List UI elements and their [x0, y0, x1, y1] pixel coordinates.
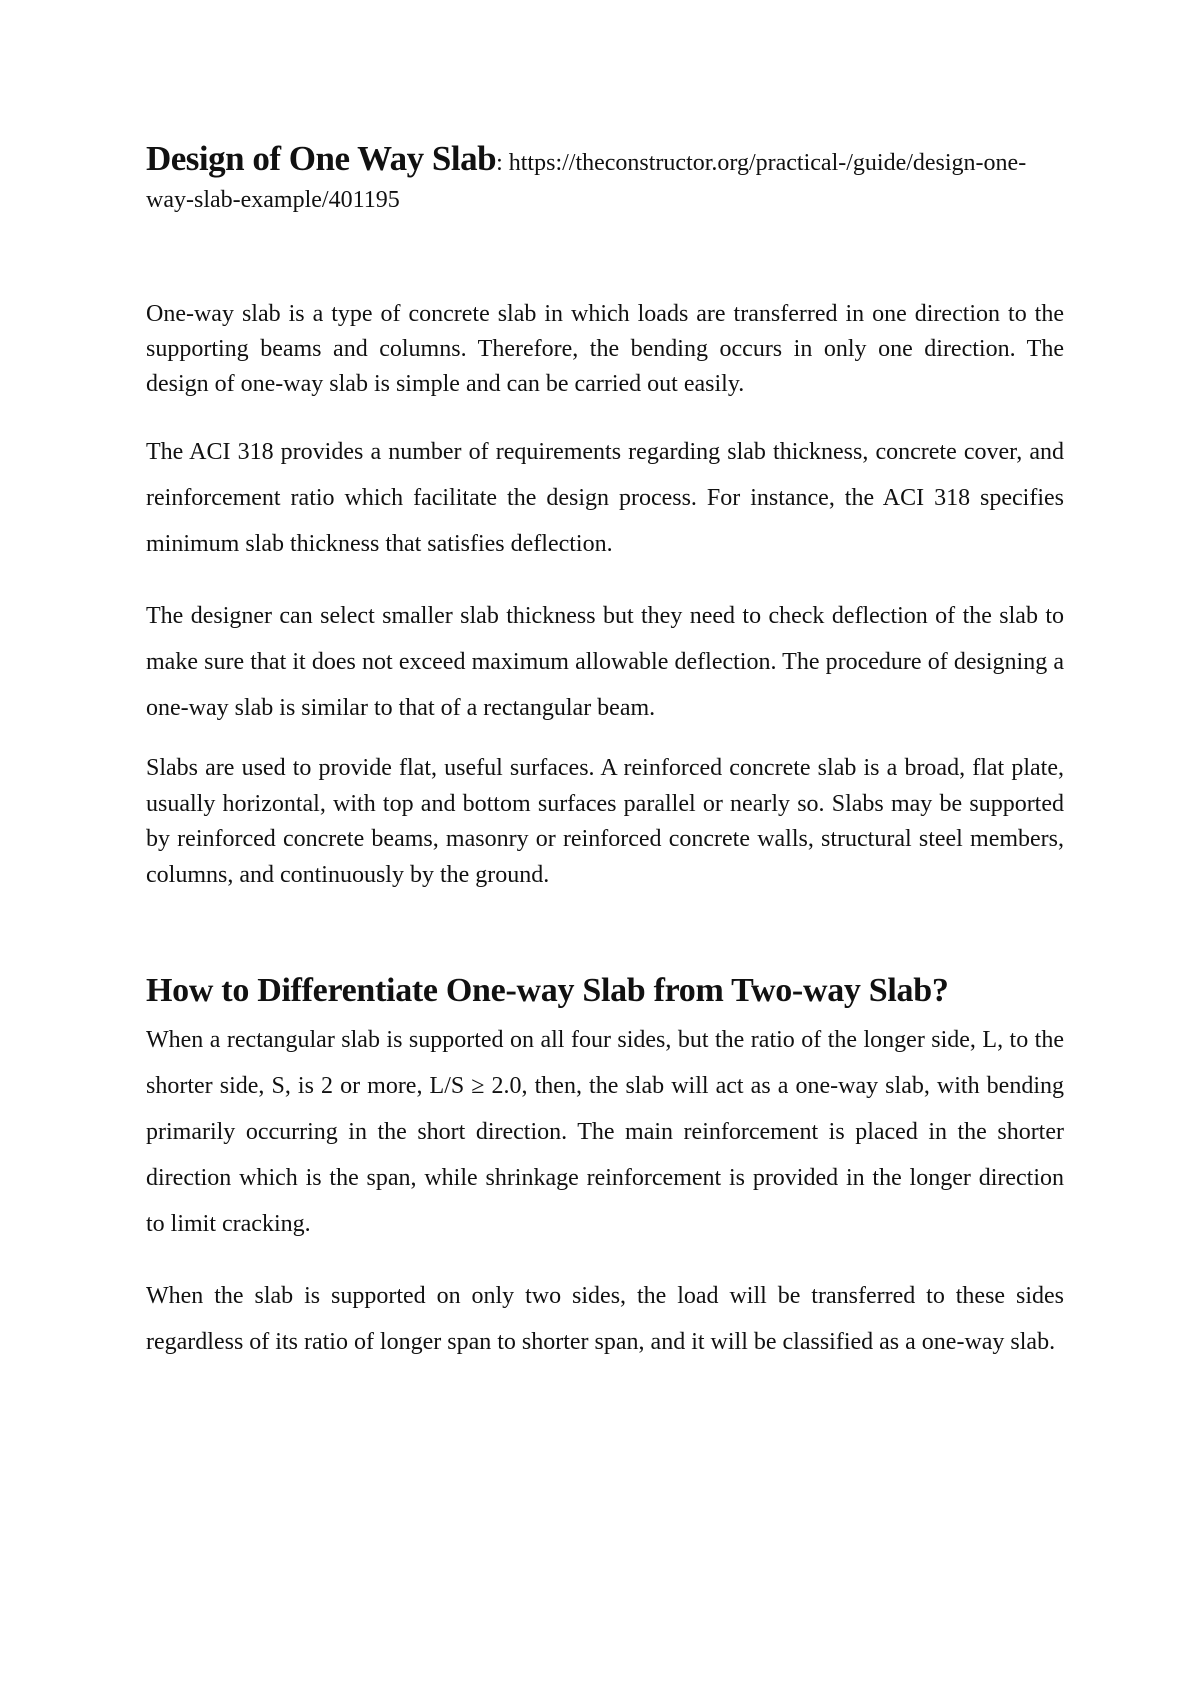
- deflection-paragraph: The designer can select smaller slab thickness but they need to check deflection of the slab to make sure that it does not exceed maximum allowable deflection. The procedure of designing a one-way slab is similar to that of a rectangular beam.: [146, 603, 1064, 721]
- section-heading: How to Differentiate One-way Slab from Two-way Slab?: [146, 972, 949, 1009]
- document-title-block: [146, 140, 1064, 219]
- aci-paragraph: The ACI 318 provides a number of requirements regarding slab thickness, concrete cover, and reinforcement ratio which facilitate the design process. For instance, the ACI 318 specifies minimum slab thickness that satisfies deflection.: [146, 439, 1064, 557]
- intro-paragraph: One-way slab is a type of concrete slab in which loads are transferred in one direction to the supporting beams and columns. Therefore, the bending occurs in only one direction. The design of one-way slab is simple and can be carried out easily.: [146, 301, 1064, 397]
- four-sides-paragraph: When a rectangular slab is supported on all four sides, but the ratio of the longer side, L, to the shorter side, S, is 2 or more, L/S ≥ 2.0, then, the slab will act as a one-way slab, with bending primarily occurring in the short direction. The main reinforcement is placed in the shorter direction which is the span, while shrinkage reinforcement is provided in the longer direction to limit cracking.: [146, 1027, 1064, 1237]
- source-url-link[interactable]: https://theconstructor.org/practical-/guide/design-one-way-slab-example/401195: [146, 150, 1027, 213]
- title-separator: :: [496, 150, 503, 176]
- document-page: [146, 140, 1064, 1365]
- slabs-paragraph: Slabs are used to provide flat, useful surfaces. A reinforced concrete slab is a broad, flat plate, usually horizontal, with top and bottom surfaces parallel or nearly so. Slabs may be supported by reinforced concrete beams, masonry or reinforced concrete walls, structural steel members, columns, and continuously by the ground.: [146, 755, 1064, 888]
- document-title: Design of One Way Slab: [146, 139, 497, 178]
- two-sides-paragraph: When the slab is supported on only two sides, the load will be transferred to these sides regardless of its ratio of longer span to shorter span, and it will be classified as a one-way slab.: [146, 1283, 1064, 1355]
